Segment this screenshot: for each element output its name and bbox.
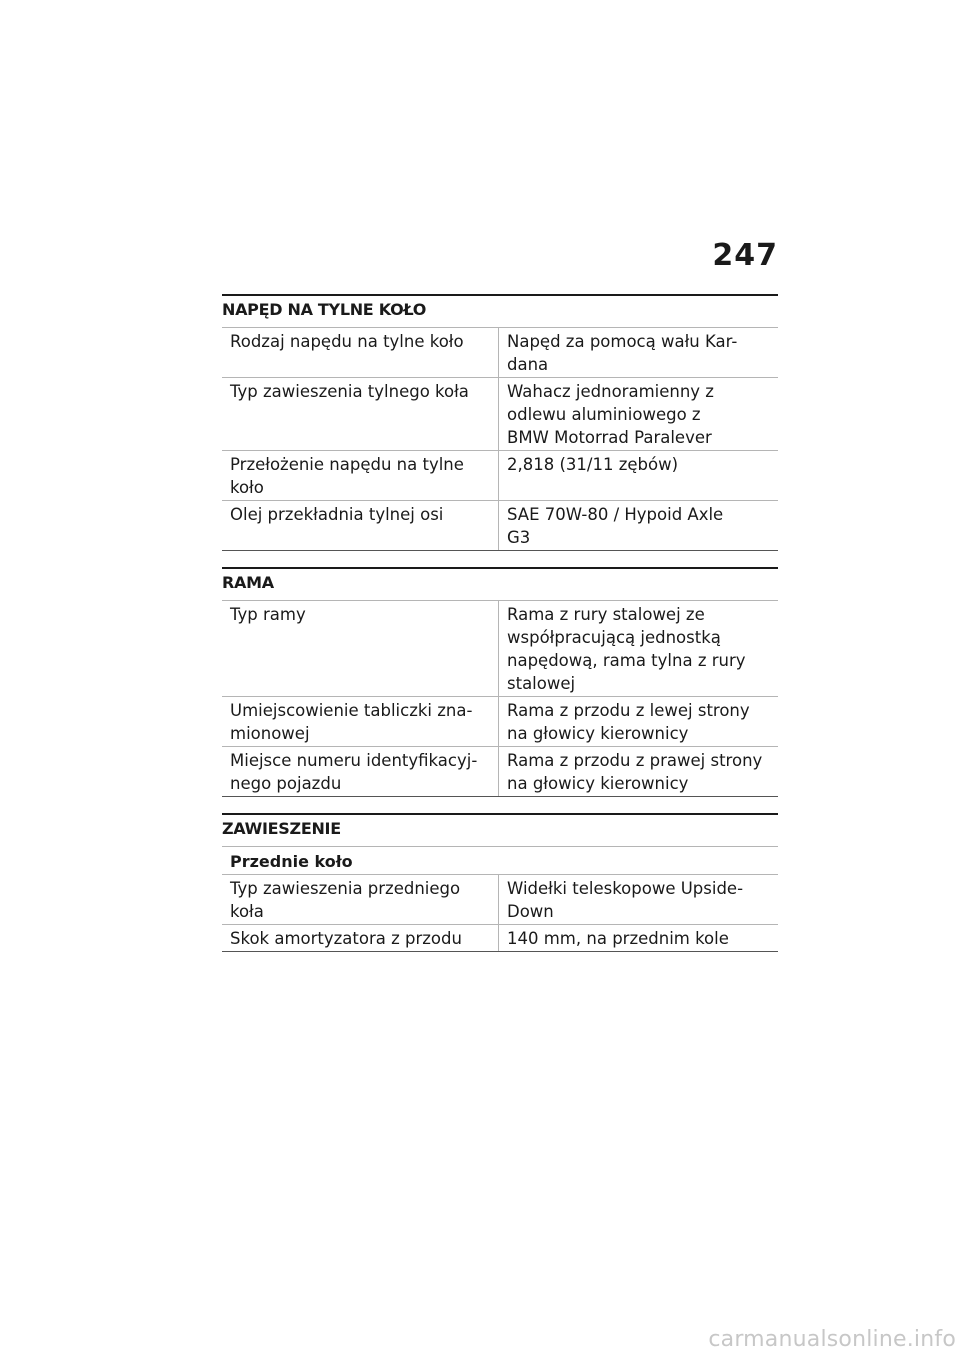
spec-value: Widełki teleskopowe Upside- Down: [499, 875, 779, 925]
table-row: [222, 501, 778, 551]
table-row: [222, 875, 778, 925]
spec-label: Typ ramy: [222, 601, 499, 697]
spec-table: [222, 600, 778, 797]
page-number: 247: [712, 238, 778, 273]
spec-label: Miejsce numeru identyfikacyj- nego pojazdu: [222, 747, 499, 797]
spec-table: [222, 846, 778, 952]
section-title: RAMA: [222, 567, 778, 600]
table-row: [222, 378, 778, 451]
spec-label: Typ zawieszenia przedniego koła: [222, 875, 499, 925]
spec-value: Rama z rury stalowej ze współpracującą jednostką napędową, rama tylna z rury stalowej: [499, 601, 779, 697]
spec-label: Przełożenie napędu na tylne koło: [222, 451, 499, 501]
spec-value: 140 mm, na przednim kole: [499, 925, 779, 952]
spec-label: Umiejscowienie tabliczki zna- mionowej: [222, 697, 499, 747]
spec-label: Olej przekładnia tylnej osi: [222, 501, 499, 551]
table-row: [222, 451, 778, 501]
section-suspension: [222, 813, 778, 952]
table-subheading: Przednie koło: [222, 847, 778, 875]
section-frame: [222, 567, 778, 797]
spec-value: SAE 70W-80 / Hypoid Axle G3: [499, 501, 779, 551]
spec-value: Napęd za pomocą wału Kar- dana: [499, 328, 779, 378]
table-subheading-row: [222, 847, 778, 875]
spec-value: Wahacz jednoramienny z odlewu aluminiowego z BMW Motorrad Paralever: [499, 378, 779, 451]
section-rear-drive: [222, 294, 778, 551]
section-title: NAPĘD NA TYLNE KOŁO: [222, 294, 778, 327]
table-row: [222, 697, 778, 747]
spec-label: Rodzaj napędu na tylne koło: [222, 328, 499, 378]
spec-label: Typ zawieszenia tylnego koła: [222, 378, 499, 451]
spec-value: Rama z przodu z lewej strony na głowicy kierownicy: [499, 697, 779, 747]
table-row: [222, 747, 778, 797]
watermark: carmanualsonline.info: [708, 1327, 956, 1352]
table-row: [222, 328, 778, 378]
spec-label: Skok amortyzatora z przodu: [222, 925, 499, 952]
spec-content: [222, 294, 778, 968]
section-title: ZAWIESZENIE: [222, 813, 778, 846]
table-row: [222, 601, 778, 697]
spec-table: [222, 327, 778, 551]
table-row: [222, 925, 778, 952]
spec-value: Rama z przodu z prawej strony na głowicy kierownicy: [499, 747, 779, 797]
spec-value: 2,818 (31/11 zębów): [499, 451, 779, 501]
